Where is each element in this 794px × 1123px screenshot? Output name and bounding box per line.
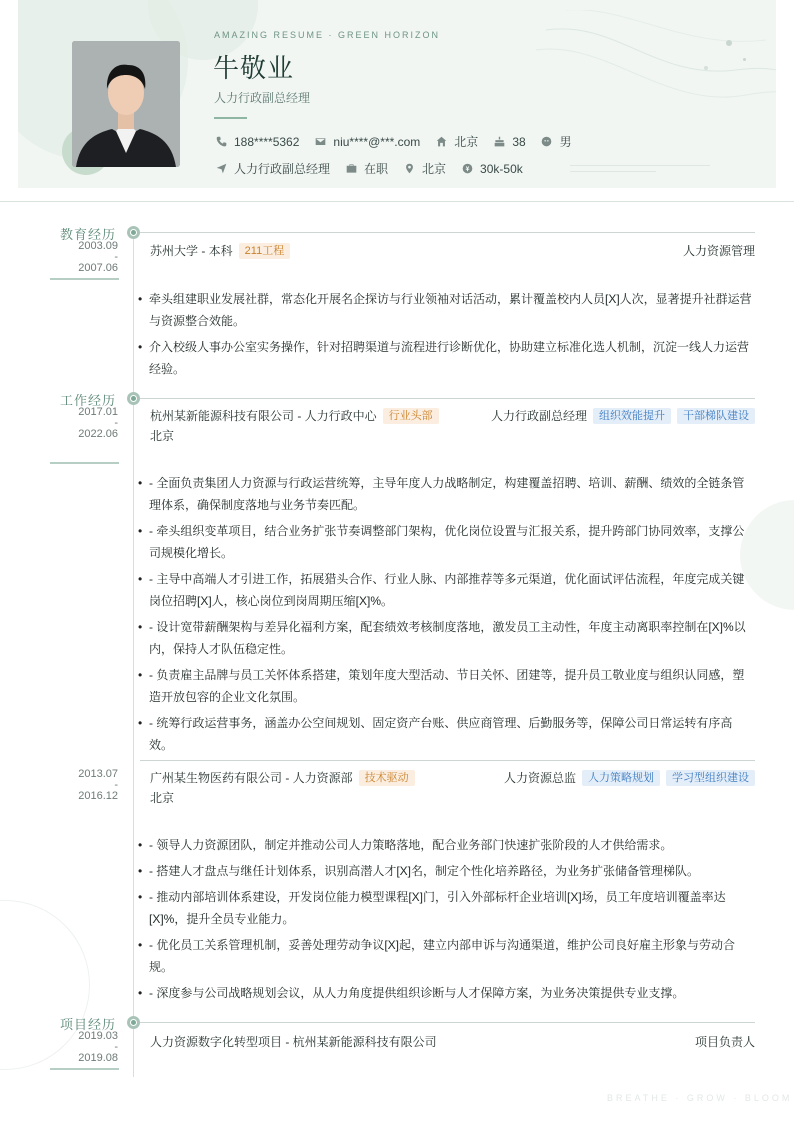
- job2-location: 北京: [150, 791, 175, 805]
- header-divider: [0, 201, 794, 202]
- project-entry-head: [150, 1033, 755, 1050]
- list-item: • - 负责雇主品牌与员工关怀体系搭建，策划年度大型活动、节日关怀、团建等，提升员工敬业度与组织认同感，塑造开放包容的企业文化氛围。: [138, 664, 755, 708]
- job2-role-tag: 人力策略规划: [582, 770, 660, 786]
- section-rule: [140, 1022, 755, 1023]
- job1-bullets: [138, 472, 755, 760]
- job1-role: 人力行政副总经理: [490, 409, 587, 423]
- project-role: 项目负责人: [694, 1035, 755, 1049]
- job1-role-tag: 干部梯队建设: [677, 408, 755, 424]
- list-item: • - 主导中高端人才引进工作，拓展猎头合作、行业人脉、内部推荐等多元渠道，优化面试评估流程，年度完成关键岗位招聘[X]人，核心岗位到岗周期压缩[X]%。: [138, 568, 755, 612]
- edu-date-end: 2007.06: [78, 262, 118, 274]
- decorative-curves: [536, 10, 776, 130]
- email-text: niu****@***.com: [333, 134, 421, 149]
- email-item: [313, 135, 420, 149]
- list-item: • - 设计宽带薪酬架构与差异化福利方案，配套绩效考核制度落地，激发员工主动性，年度主动离职率控制在[X]%以内，保持人才队伍稳定性。: [138, 616, 755, 660]
- mail-icon: [313, 135, 327, 149]
- location-icon: [402, 162, 416, 176]
- job1-date-end: 2022.06: [78, 428, 118, 440]
- list-item: • 介入校级人事办公室实务操作，针对招聘渠道与流程进行诊断优化，协助建立标准化选人机制，沉淀一线人力运营经验。: [138, 336, 755, 380]
- list-item: • 牵头组建职业发展社群，常态化开展名企探访与行业领袖对话活动，累计覆盖校内人员[X]人次，显著提升社群运营与资源整合效能。: [138, 288, 755, 332]
- section-marker: [127, 226, 140, 239]
- phone-text: 188****5362: [234, 134, 300, 149]
- gender-item: [540, 133, 572, 150]
- section-marker: [127, 1016, 140, 1029]
- gender-text: 男: [559, 135, 572, 149]
- job1-entry-head: [150, 407, 755, 424]
- phone-item: [214, 135, 299, 149]
- job1-company: 杭州某新能源科技有限公司 - 人力行政中心: [150, 409, 377, 423]
- school-tag: 211工程: [239, 243, 291, 259]
- section-title-education: 教育经历: [59, 227, 116, 242]
- title-underline: [214, 117, 247, 119]
- home-text: 北京: [454, 135, 479, 149]
- decorative-dot: [743, 58, 746, 61]
- major-name: 人力资源管理: [682, 244, 755, 258]
- job1-date-sep: -: [114, 417, 118, 429]
- decorative-dot: [704, 66, 708, 70]
- job2-bullets: [138, 834, 755, 1008]
- intent-position-text: 人力行政副总经理: [234, 162, 331, 176]
- education-bullets: [138, 288, 755, 384]
- job1-location: 北京: [150, 429, 175, 443]
- section-title-project: 项目经历: [59, 1017, 116, 1032]
- profile-photo-wrap: [72, 41, 180, 167]
- section-title-work: 工作经历: [59, 393, 116, 408]
- job2-entry-head: [150, 769, 755, 786]
- list-item: • - 全面负责集团人力资源与行政运营统筹，主导年度人力战略制定，构建覆盖招聘、培训、薪酬、绩效的全链条管理体系，确保制度落地与业务节奏匹配。: [138, 472, 755, 516]
- project-date-start: 2019.03: [78, 1030, 118, 1042]
- list-item: • - 牵头组织变革项目，结合业务扩张节奏调整部门架构，优化岗位设置与汇报关系，提升跨部门协同效率，支撑公司规模化增长。: [138, 520, 755, 564]
- school-name: 苏州大学 - 本科: [150, 244, 233, 258]
- project-date-sep: -: [114, 1041, 118, 1053]
- list-item: • - 统筹行政运营事务，涵盖办公空间规划、固定资产台账、供应商管理、后勤服务等，保障公司日常运转有序高效。: [138, 712, 755, 756]
- decorative-dot: [726, 40, 732, 46]
- job2-date-sep: -: [114, 779, 118, 791]
- footer-watermark: BREATHE · GROW · BLOOM: [607, 1093, 793, 1103]
- home-icon: [434, 135, 448, 149]
- job2-company: 广州某生物医药有限公司 - 人力资源部: [150, 771, 353, 785]
- list-item: • - 搭建人才盘点与继任计划体系，识别高潜人才[X]名，制定个性化培养路径，为业务扩张储备管理梯队。: [138, 860, 755, 882]
- entry-rule: [140, 760, 755, 761]
- intent-city-item: [402, 160, 446, 177]
- briefcase-icon: [344, 162, 358, 176]
- money-icon: [460, 162, 474, 176]
- list-item: • - 领导人力资源团队，制定并推动公司人力策略落地，配合业务部门快速扩张阶段的人才供给需求。: [138, 834, 755, 856]
- send-icon: [214, 162, 228, 176]
- age-text: 38: [512, 134, 526, 149]
- date-underline: [50, 462, 119, 464]
- timeline-line: [133, 229, 134, 1077]
- salary-item: [460, 162, 523, 176]
- section-rule: [140, 398, 755, 399]
- job2-role: 人力资源总监: [503, 771, 576, 785]
- salary-text: 30k-50k: [480, 161, 523, 176]
- list-item: • - 优化员工关系管理机制，妥善处理劳动争议[X]起，建立内部申诉与沟通渠道，维护公司良好雇主形象与劳动合规。: [138, 934, 755, 978]
- list-item: • - 推动内部培训体系建设，开发岗位能力模型课程[X]门，引入外部标杆企业培训[X]场，员工年度培训覆盖率达[X]%，提升全员专业能力。: [138, 886, 755, 930]
- home-item: [434, 133, 478, 150]
- edu-date-sep: -: [114, 251, 118, 263]
- job2-company-tag: 技术驱动: [359, 770, 415, 786]
- job2-date-end: 2016.12: [78, 790, 118, 802]
- gender-icon: [540, 135, 554, 149]
- decorative-lines: [570, 165, 710, 177]
- project-name: 人力资源数字化转型项目 - 杭州某新能源科技有限公司: [150, 1035, 437, 1049]
- job2-date-start: 2013.07: [78, 768, 118, 780]
- list-item: • - 深度参与公司战略规划会议，从人力角度提供组织诊断与人才保障方案，为业务决策提供专业支撑。: [138, 982, 755, 1004]
- education-entry-head: [150, 242, 755, 259]
- job-intent-row: [214, 160, 537, 177]
- profile-photo: [72, 41, 180, 167]
- resume-tagline: AMAZING RESUME · GREEN HORIZON: [214, 30, 441, 40]
- section-marker: [127, 392, 140, 405]
- candidate-name: 牛敬业: [213, 53, 295, 83]
- job1-company-tag: 行业头部: [383, 408, 439, 424]
- age-item: [492, 135, 525, 149]
- job1-role-tag: 组织效能提升: [593, 408, 671, 424]
- cake-icon: [492, 135, 506, 149]
- status-text: 在职: [364, 162, 389, 176]
- section-rule: [140, 232, 755, 233]
- project-date-end: 2019.08: [78, 1052, 118, 1064]
- job1-date-start: 2017.01: [78, 406, 118, 418]
- intent-city-text: 北京: [422, 162, 447, 176]
- contact-row: [214, 133, 586, 150]
- phone-icon: [214, 135, 228, 149]
- job2-role-tag: 学习型组织建设: [666, 770, 755, 786]
- date-underline: [50, 1068, 119, 1070]
- candidate-title: 人力行政副总经理: [214, 91, 311, 105]
- edu-date-start: 2003.09: [78, 240, 118, 252]
- intent-position-item: [214, 160, 330, 177]
- status-item: [344, 160, 388, 177]
- date-underline: [50, 278, 119, 280]
